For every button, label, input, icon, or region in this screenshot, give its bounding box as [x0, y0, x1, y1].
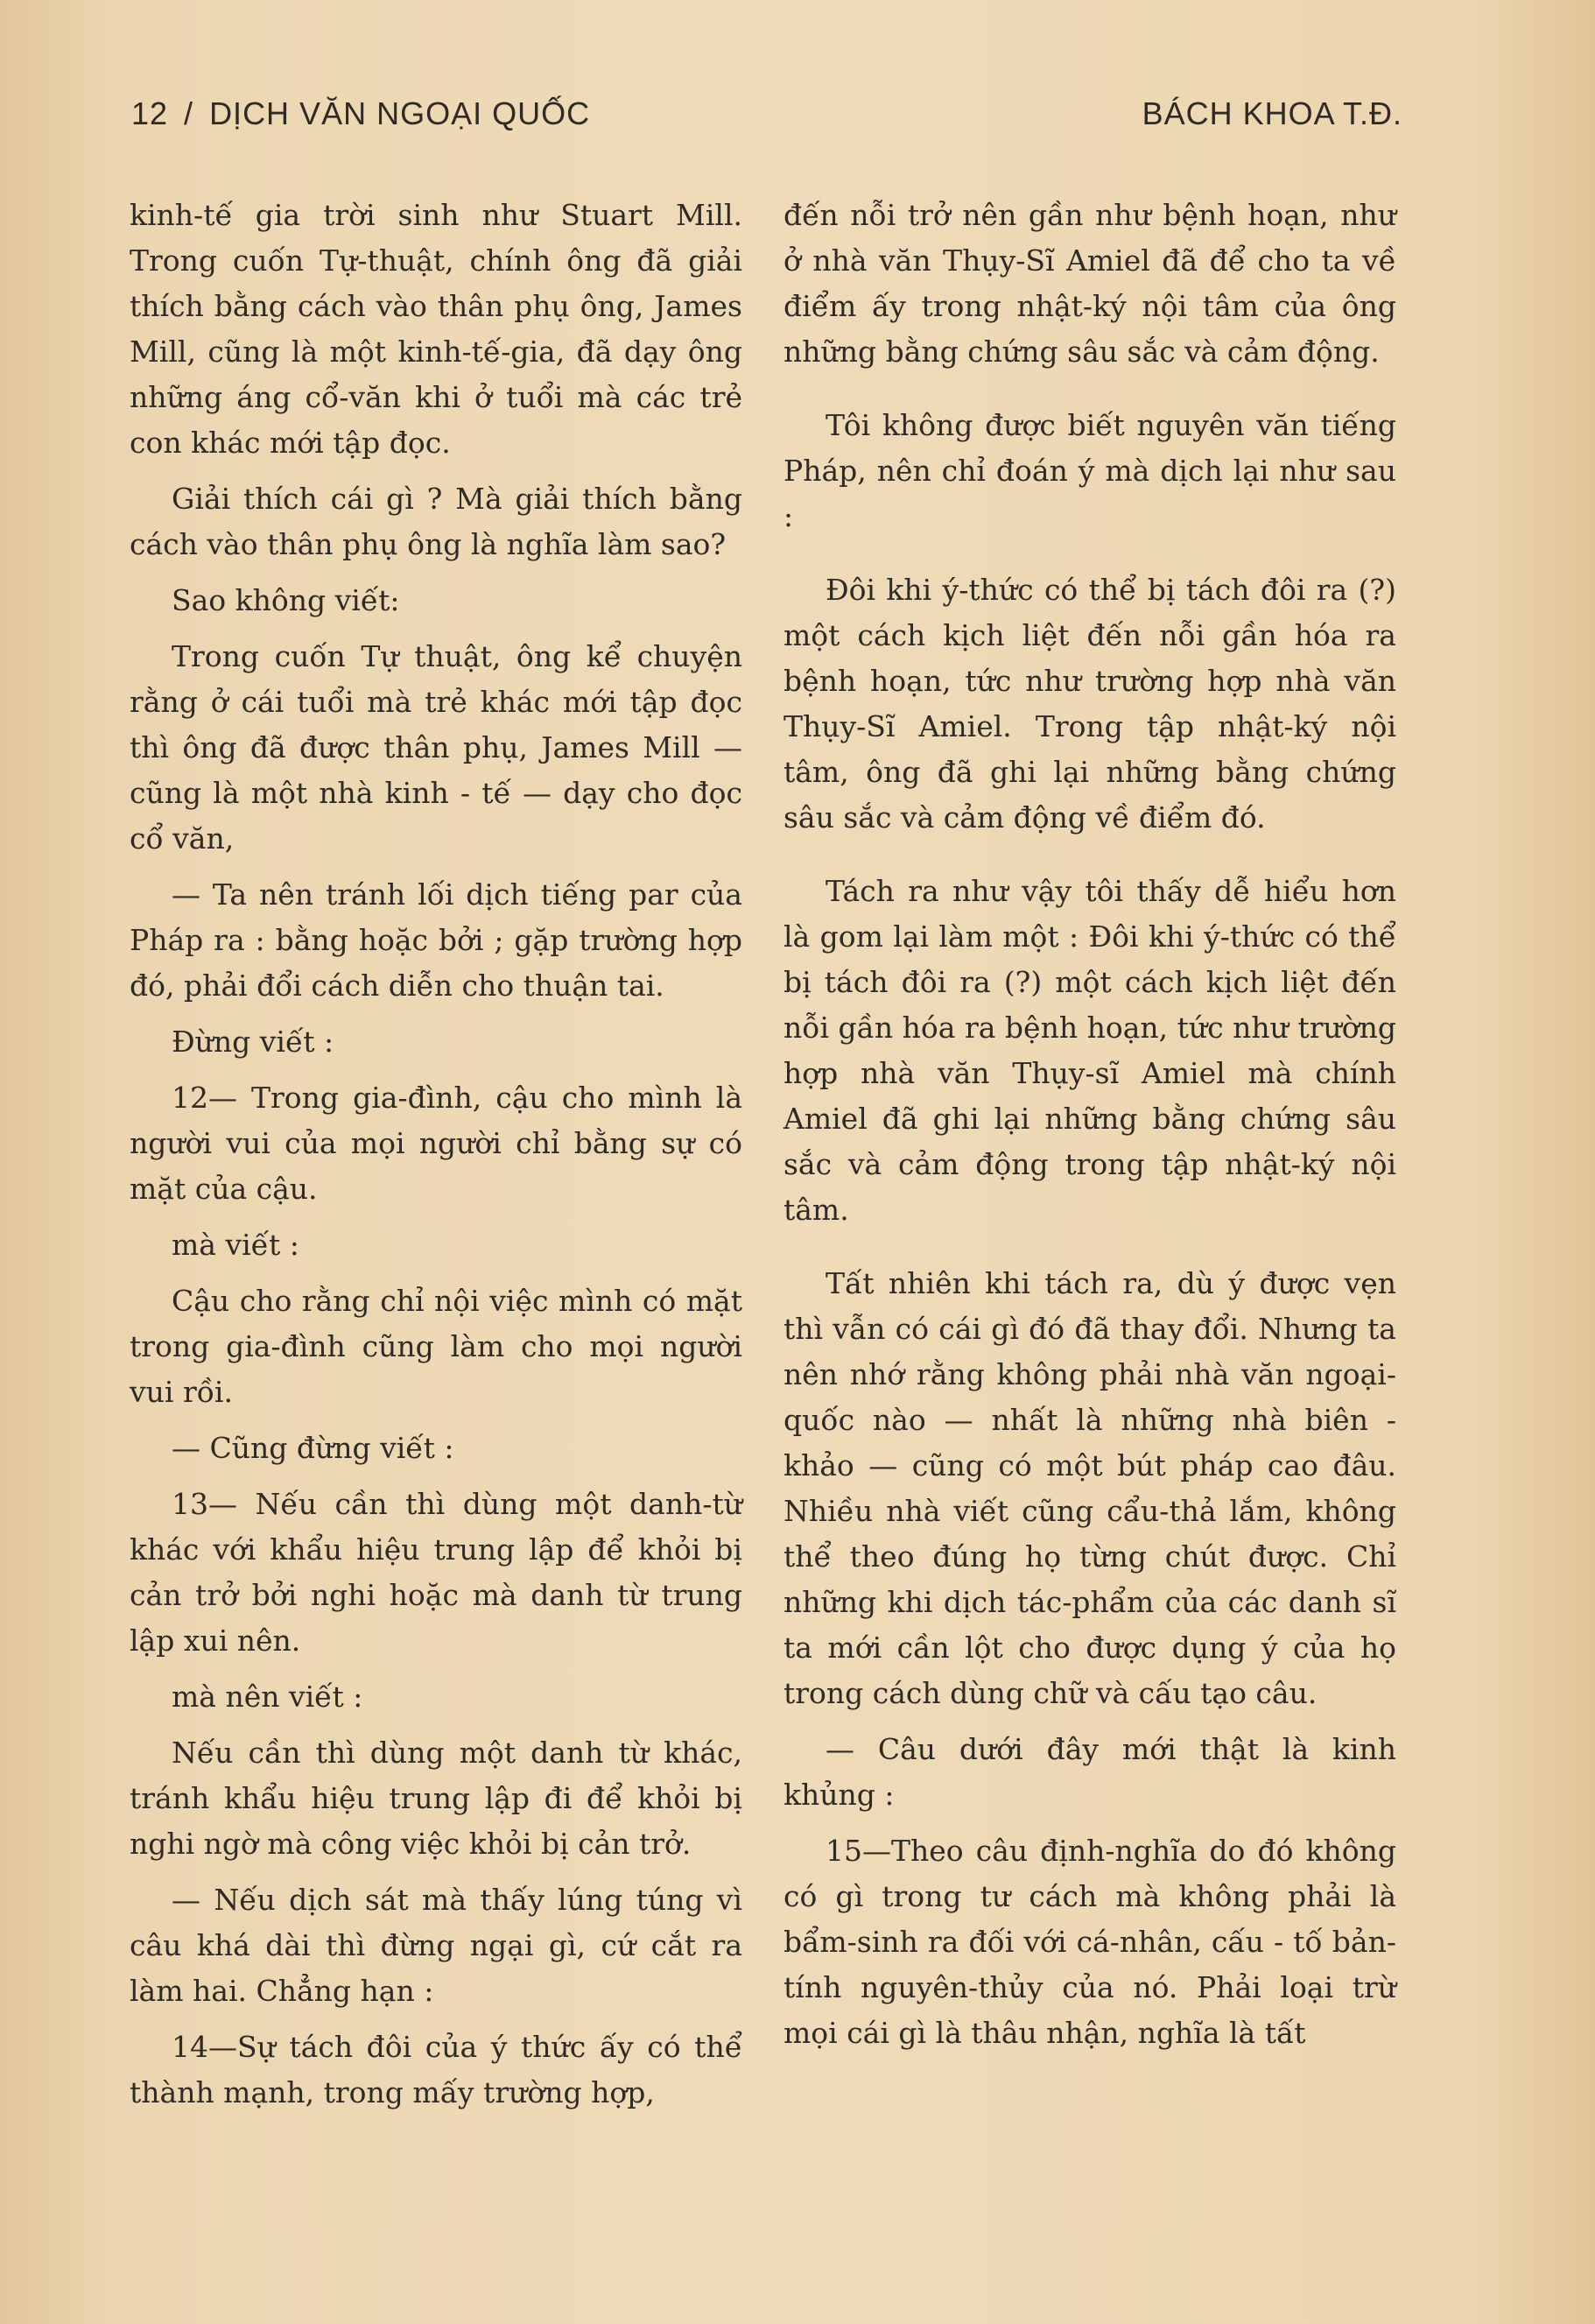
paragraph: Tách ra như vậy tôi thấy dễ hiểu hơn là gom lại làm một : Đôi khi ý-thức có thể bị tách đôi ra (?) một cách kịch liệt đến nỗi gần hóa ra bệnh hoạn, tức như trường hợp nhà văn Thụy-sĩ Amiel mà chính Amiel đã ghi lại những bằng chứng sâu sắc và cảm động trong tập nhật-ký nội tâm. — [783, 874, 1396, 1227]
spacer — [783, 851, 1396, 869]
paragraph: 15—Theo câu định-nghĩa do đó không có gì trong tư cách mà không phải là bẩm-sinh ra đối với cá-nhân, cấu - tố bản-tính nguyên-thủy của nó. Phải loại trừ mọi cái gì là thâu nhận, nghĩa là tất — [783, 1834, 1396, 2050]
header-separator: / — [184, 95, 194, 131]
right-column — [783, 193, 1396, 2067]
paragraph: — Cũng đừng viết : — [172, 1431, 454, 1465]
spacer — [783, 550, 1396, 567]
spacer — [783, 1243, 1396, 1261]
paragraph: Đừng viết : — [172, 1025, 334, 1059]
paragraph: Tôi không được biết nguyên văn tiếng Pháp, nên chỉ đoán ý mà dịch lại như sau : — [783, 408, 1396, 533]
paragraph: Giải thích cái gì ? Mà giải thích bằng cách vào thân phụ ông là nghĩa làm sao? — [130, 482, 742, 561]
paragraph: 14—Sự tách đôi của ý thức ấy có thể thành mạnh, trong mấy trường hợp, — [130, 2030, 742, 2109]
paragraph: Cậu cho rằng chỉ nội việc mình có mặt trong gia-đình cũng làm cho mọi người vui rồi. — [130, 1284, 742, 1409]
paragraph: Đôi khi ý-thức có thể bị tách đôi ra (?) một cách kịch liệt đến nỗi gần hóa ra bệnh hoạn, tức như trường hợp nhà văn Thụy-Sĩ Amiel. Trong tập nhật-ký nội tâm, ông đã ghi lại những bằng chứng sâu sắc và cảm động về điểm đó. — [783, 573, 1396, 835]
header-left — [131, 95, 590, 132]
section-title: DỊCH VĂN NGOẠI QUỐC — [209, 95, 591, 131]
paragraph: đến nỗi trở nên gần như bệnh hoạn, như ở nhà văn Thụy-Sĩ Amiel đã để cho ta về điểm ấy trong nhật-ký nội tâm của ông những bằng chứng sâu sắc và cảm động. — [783, 198, 1396, 369]
paragraph: mà viết : — [172, 1228, 299, 1262]
paragraph: 12— Trong gia-đình, cậu cho mình là người vui của mọi người chỉ bằng sự có mặt của cậu. — [130, 1081, 742, 1206]
spacer — [783, 385, 1396, 403]
paragraph: kinh-tế gia trời sinh như Stuart Mill. Trong cuốn Tự-thuật, chính ông đã giải thích bằng cách vào thân phụ ông, James Mill, cũng là một kinh-tế-gia, đã dạy ông những áng cổ-văn khi ở tuổi mà các trẻ con khác mới tập đọc. — [130, 198, 742, 460]
page-number: 12 — [131, 95, 169, 131]
page-header — [131, 88, 1402, 140]
paragraph: Tất nhiên khi tách ra, dù ý được vẹn thì vẫn có cái gì đó đã thay đổi. Nhưng ta nên nhớ rằng không phải nhà văn ngoại-quốc nào — nhất là những nhà biên - khảo — cũng có một bút pháp cao đâu. Nhiều nhà viết cũng cẩu-thả lắm, không thể theo đúng họ từng chút được. Chỉ những khi dịch tác-phẩm của các danh sĩ ta mới cần lột cho được dụng ý của họ trong cách dùng chữ và cấu tạo câu. — [783, 1266, 1396, 1710]
left-column — [130, 193, 742, 2126]
paragraph: — Câu dưới đây mới thật là kinh khủng : — [783, 1732, 1396, 1812]
paragraph: — Nếu dịch sát mà thấy lúng túng vì câu khá dài thì đừng ngại gì, cứ cắt ra làm hai. Chẳng hạn : — [130, 1883, 742, 2008]
paragraph: mà nên viết : — [172, 1680, 363, 1714]
paragraph: Sao không viết: — [172, 583, 400, 617]
publication-name: BÁCH KHOA T.Đ. — [1142, 95, 1402, 131]
paragraph: 13— Nếu cần thì dùng một danh-từ khác với khẩu hiệu trung lập để khỏi bị cản trở bởi nghi hoặc mà danh từ trung lập xui nên. — [130, 1487, 742, 1658]
paragraph: Nếu cần thì dùng một danh từ khác, tránh khẩu hiệu trung lập đi để khỏi bị nghi ngờ mà công việc khỏi bị cản trở. — [130, 1736, 742, 1861]
paragraph: Trong cuốn Tự thuật, ông kể chuyện rằng ở cái tuổi mà trẻ khác mới tập đọc thì ông đã được thân phụ, James Mill — cũng là một nhà kinh - tế — dạy cho đọc cổ văn, — [130, 639, 742, 856]
paragraph: — Ta nên tránh lối dịch tiếng par của Pháp ra : bằng hoặc bởi ; gặp trường hợp đó, phải đổi cách diễn cho thuận tai. — [130, 877, 742, 1003]
